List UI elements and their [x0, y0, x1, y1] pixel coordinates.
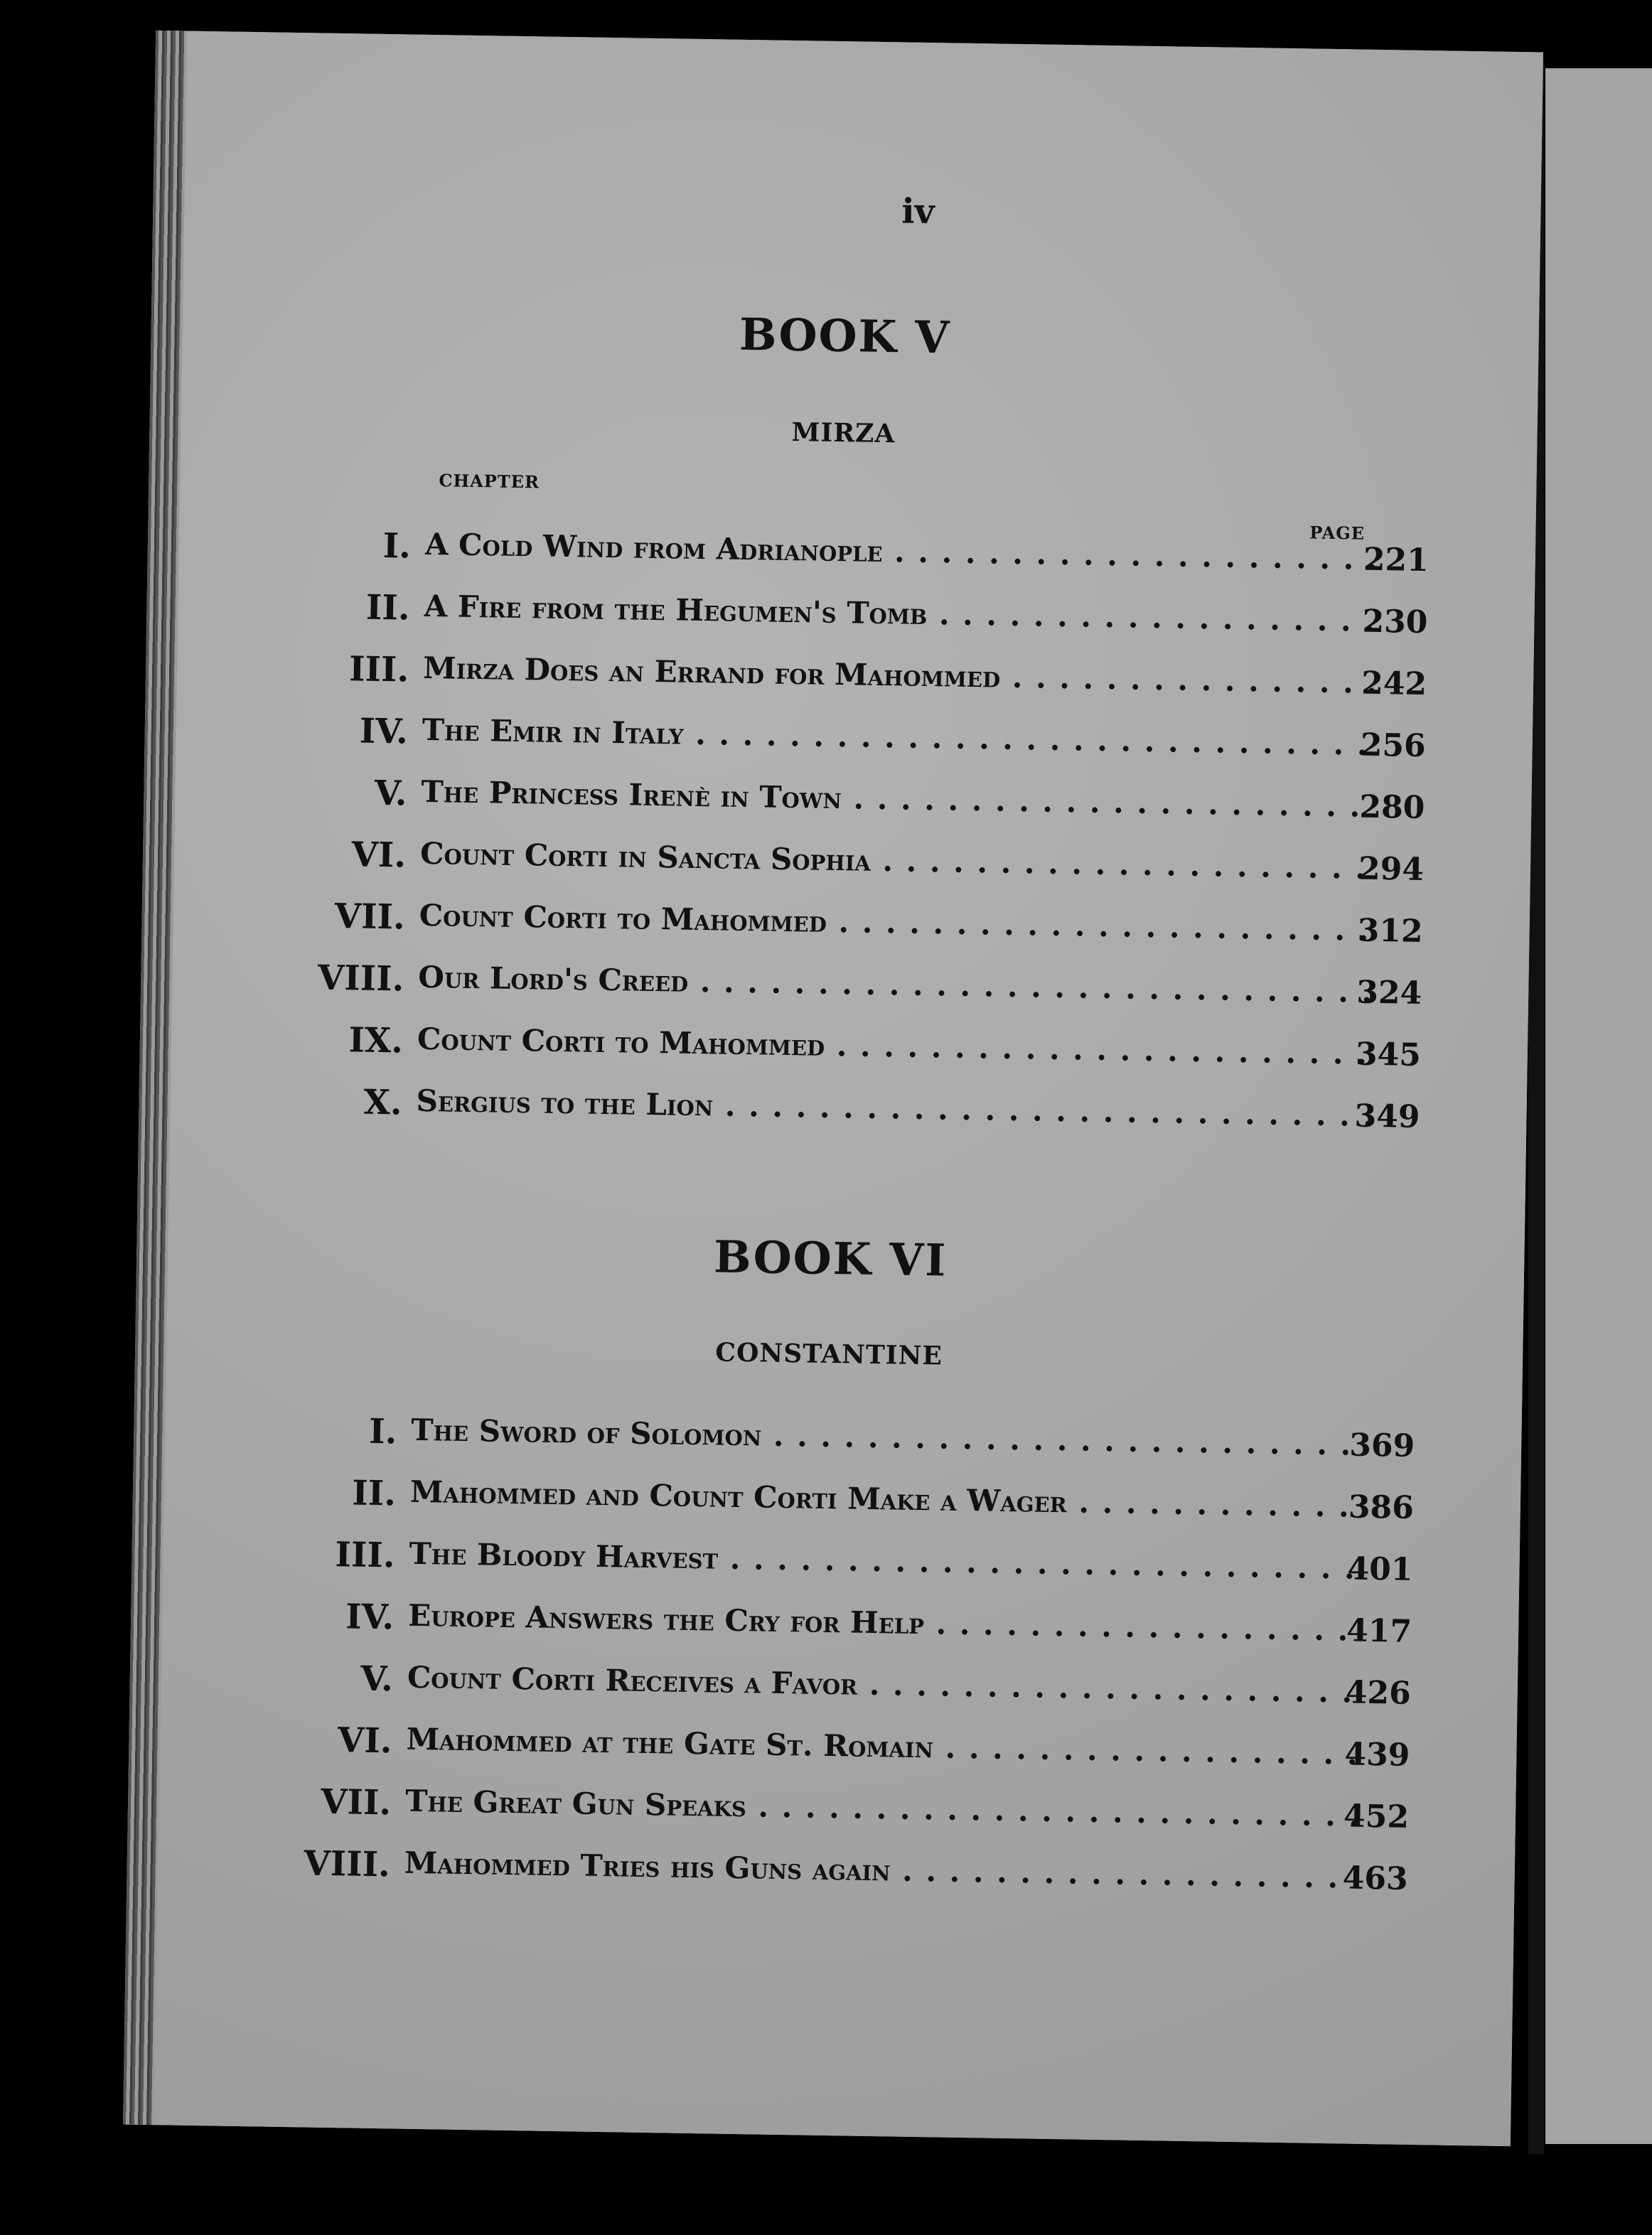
chapter-number: IX. [348, 1020, 404, 1061]
chapter-number: V. [360, 1658, 394, 1700]
toc-entry [141, 955, 1529, 1027]
page-number: 294 [1358, 850, 1425, 889]
toc-entry [129, 1717, 1517, 1789]
chapter-title: Count Corti to Mahommed . . . [417, 1022, 1372, 1071]
chapter-title: Count Corti Receives a Favor . . . [407, 1660, 1362, 1710]
page-number: 417 [1346, 1612, 1412, 1650]
chapter-number: V. [374, 773, 407, 814]
toc-entry [139, 1017, 1528, 1089]
toc-entry [146, 584, 1535, 656]
page [123, 31, 1543, 2146]
chapter-title: Count Corti in Sancta Sophia . . . [420, 836, 1375, 886]
chapter-header: CHAPTER [439, 470, 540, 493]
page-number: 324 [1356, 974, 1422, 1012]
chapter-number: VI. [351, 835, 407, 876]
chapter-title: Count Corti to Mahommed . . . [419, 898, 1373, 948]
chapter-number: I. [368, 1411, 397, 1452]
page-number: 280 [1359, 788, 1425, 827]
chapter-number: X. [363, 1082, 403, 1123]
chapter-title: Europe Answers the Cry for Help . . . [408, 1598, 1363, 1648]
chapter-title: A Fire from the Hegumen's Tomb . . . [424, 589, 1378, 638]
page-number: 349 [1354, 1098, 1420, 1135]
page-number: 242 [1361, 665, 1427, 703]
chapter-number: VIII. [304, 1843, 391, 1885]
chapter-title: The Princess Irenè in Town . . . [421, 774, 1375, 824]
chapter-number: III. [348, 649, 409, 690]
chapter-title: A Cold Wind from Adrianople . . . [425, 527, 1380, 577]
book-title: BOOK VI [713, 1231, 948, 1287]
toc-entry [132, 1470, 1520, 1542]
chapter-title: Sergius to the Lion . . . [416, 1083, 1371, 1133]
toc-entry [129, 1656, 1518, 1727]
chapter-number: III. [335, 1535, 396, 1576]
page-header: PAGE [1309, 522, 1366, 544]
toc-entry [127, 1841, 1515, 1913]
chapter-number: IV. [345, 1597, 395, 1638]
page-number: 221 [1363, 541, 1430, 579]
chapter-number: VI. [337, 1720, 392, 1762]
folio-number: iv [901, 191, 935, 232]
page-number: 401 [1347, 1550, 1413, 1588]
chapter-title: The Emir in Italy . . . [422, 712, 1376, 762]
toc-entry [132, 1532, 1520, 1604]
page-number: 312 [1357, 912, 1423, 950]
page-number: 439 [1344, 1736, 1410, 1774]
book-title: BOOK V [739, 308, 951, 364]
chapter-number: IV. [359, 711, 409, 752]
toc-entry [142, 832, 1530, 904]
chapter-title: The Great Gun Speaks . . . [405, 1784, 1360, 1833]
chapter-number: II. [351, 1473, 397, 1514]
page-number: 345 [1355, 1036, 1422, 1073]
book-subtitle: CONSTANTINE [715, 1337, 943, 1371]
page-number: 386 [1348, 1489, 1415, 1526]
page-number: 426 [1345, 1674, 1412, 1712]
book-subtitle: MIRZA [791, 417, 896, 449]
chapter-number: VII. [320, 1781, 392, 1823]
chapter-number: I. [382, 525, 412, 567]
toc-entry [141, 894, 1530, 965]
facing-page-edge [1545, 68, 1652, 2144]
chapter-title: Mahommed and Count Corti Make a Wager . . . [410, 1474, 1365, 1524]
toc-entry [146, 646, 1534, 718]
chapter-title: Mahommed at the Gate St. Romain . . . [406, 1722, 1361, 1772]
toc-entry [128, 1779, 1516, 1851]
toc-entry [131, 1594, 1519, 1666]
toc-entry [139, 1079, 1527, 1151]
page-number: 452 [1343, 1798, 1410, 1835]
chapter-title: Our Lord's Creed . . . [418, 960, 1373, 1009]
chapter-number: II. [365, 587, 410, 628]
page-number: 369 [1348, 1427, 1415, 1464]
page-number: 230 [1362, 603, 1428, 641]
chapter-title: The Sword of Solomon . . . [411, 1413, 1366, 1462]
chapter-title: Mirza Does an Errand for Mahommed . . . [423, 650, 1378, 700]
page-number: 463 [1342, 1860, 1409, 1897]
toc-entry [134, 1408, 1522, 1480]
chapter-number: VIII. [317, 958, 404, 999]
toc-entry [144, 708, 1533, 780]
chapter-title: Mahommed Tries his Guns again . . . [404, 1845, 1358, 1895]
chapter-title: The Bloody Harvest . . . [409, 1536, 1363, 1586]
toc-entry [144, 770, 1532, 842]
page-number: 256 [1360, 727, 1427, 765]
chapter-number: VII. [334, 896, 406, 938]
